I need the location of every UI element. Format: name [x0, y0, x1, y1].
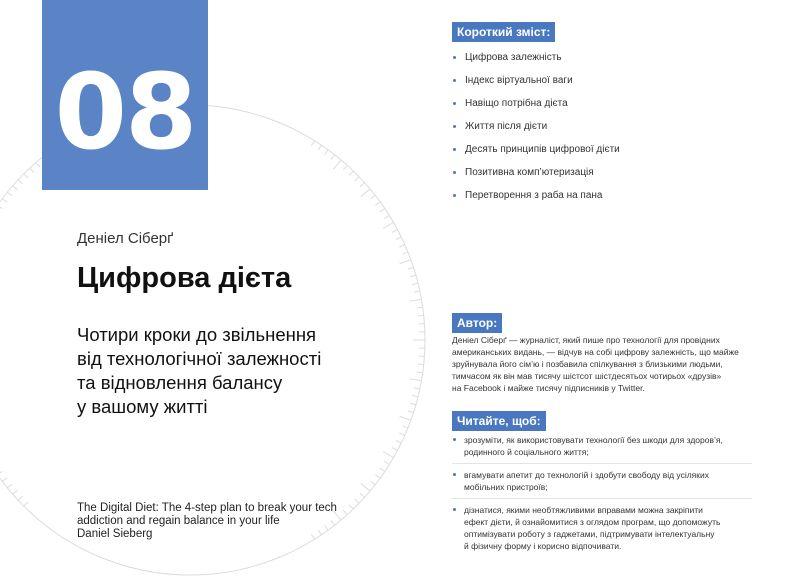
dial-tick	[361, 189, 370, 197]
read-to-heading: Читайте, щоб:	[452, 411, 546, 431]
read-to-item-line: ефект дієти, й ознайомитися з оглядом програм, що допоможуть	[464, 517, 721, 527]
dial-tick	[36, 163, 40, 168]
dial-tick	[400, 416, 411, 420]
author-bio-line: американських видань, — відчув на собі цифрову залежність, що майже	[452, 347, 739, 357]
read-to-item-line: вгамувати апетит до технологій і здобути свободу від усіляких	[464, 470, 709, 480]
dial-tick	[412, 395, 418, 396]
original-author: Daniel Sieberg	[77, 528, 153, 540]
read-to-item	[452, 469, 752, 499]
read-to-item	[452, 434, 752, 464]
dial-tick	[333, 160, 341, 169]
original-title	[77, 502, 367, 541]
summary-item: Навіщо потрібна дієта	[452, 92, 620, 115]
subtitle-line: та відновлення балансу	[77, 372, 283, 393]
dial-tick	[311, 141, 314, 146]
dial-tick	[0, 471, 2, 474]
summary-list	[452, 46, 620, 207]
dial-tick	[400, 260, 411, 264]
author-heading: Автор:	[452, 313, 502, 333]
chapter-number-block	[42, 0, 208, 190]
dial-tick	[417, 307, 423, 308]
dial-tick	[360, 493, 364, 497]
dial-tick	[361, 483, 370, 491]
subtitle-line: від технологічної залежності	[77, 348, 322, 369]
dial-tick	[384, 461, 389, 464]
author-bio-line: зруйнувала його сім’ю і позбавила спілкування з близькими людьми,	[452, 359, 723, 369]
dial-tick	[355, 177, 359, 181]
original-title-line: The Digital Diet: The 4-step plan to break your tech	[77, 502, 337, 514]
dial-tick	[325, 150, 329, 155]
dial-tick	[7, 484, 12, 488]
summary-item: Перетворення з раба на пана	[452, 184, 620, 207]
dial-tick	[399, 433, 404, 435]
summary-item: Десять принципів цифрової дієти	[452, 138, 620, 161]
dial-tick	[349, 171, 353, 175]
read-to-item-line: дізнатися, якими необтяжливими вправами можна закріпити	[464, 505, 703, 515]
dial-tick	[375, 202, 380, 206]
dial-tick	[383, 223, 393, 229]
dial-tick	[0, 205, 2, 208]
dial-tick	[402, 252, 408, 254]
dial-tick	[410, 275, 416, 277]
book-subtitle	[77, 323, 347, 419]
dial-tick	[343, 165, 347, 169]
summary-item: Цифрова залежність	[452, 46, 620, 69]
dial-tick	[375, 475, 380, 479]
subtitle-line: у вашому житті	[77, 396, 208, 417]
dial-tick	[396, 237, 401, 240]
summary-item: Індекс віртуальної ваги	[452, 69, 620, 92]
author-bio-line: Деніел Сіберґ — журналіст, який пише про технології для провідних	[452, 335, 720, 345]
dial-tick	[30, 168, 34, 172]
dial-tick	[380, 209, 385, 212]
read-to-item	[452, 504, 752, 557]
author-bio-line: на Facebook і майже тисячу підписників у Twitter.	[452, 383, 645, 393]
read-to-item-line: оптимізувати роботу з гаджетами, підтримувати інтелектуальну	[464, 529, 715, 539]
dial-tick	[410, 299, 422, 301]
dial-tick	[384, 215, 389, 218]
dial-tick	[13, 186, 18, 190]
dial-tick	[383, 452, 393, 458]
dial-tick	[414, 388, 420, 389]
dial-tick	[18, 180, 22, 184]
dial-tick	[396, 440, 401, 443]
book-author: Деніел Сіберґ	[77, 230, 174, 247]
dial-tick	[392, 230, 397, 233]
dial-tick	[408, 411, 414, 413]
dial-tick	[370, 481, 375, 485]
dial-tick	[408, 267, 414, 269]
original-title-line: addiction and regain balance in your life	[77, 515, 280, 527]
dial-tick	[360, 183, 364, 187]
dial-tick	[18, 496, 22, 500]
dial-tick	[417, 372, 423, 373]
dial-tick	[418, 315, 424, 316]
dial-tick	[399, 244, 404, 246]
read-to-list	[452, 434, 752, 562]
author-bio-line: тимчасом як він мав тисячу шістсот шістдесятьох чотирьох «друзів»	[452, 371, 722, 381]
read-to-item-line: зрозуміти, як використовувати технології без шкоди для здоров’я,	[464, 435, 723, 445]
dial-tick	[370, 195, 375, 199]
subtitle-line: Чотири кроки до звільнення	[77, 324, 317, 345]
dial-tick	[7, 192, 12, 196]
dial-tick	[2, 478, 7, 482]
book-title: Цифрова дієта	[77, 262, 292, 294]
summary-item: Позитивна комп’ютеризація	[452, 161, 620, 184]
dial-tick	[418, 364, 424, 365]
dial-tick	[24, 174, 28, 178]
author-bio	[452, 334, 754, 394]
dial-tick	[13, 490, 18, 494]
dial-tick	[410, 379, 422, 381]
dial-tick	[331, 155, 335, 160]
dial-tick	[412, 283, 418, 284]
read-to-item-line: мобільних пристроїв;	[464, 482, 548, 492]
summary-heading: Короткий зміст:	[452, 22, 555, 42]
dial-tick	[402, 426, 408, 428]
read-to-item-line: родинного й соціального життя;	[464, 447, 589, 457]
dial-tick	[410, 403, 416, 405]
chapter-number: 08	[54, 51, 196, 173]
dial-tick	[414, 291, 420, 292]
dial-tick	[24, 502, 28, 506]
dial-tick	[392, 448, 397, 451]
dial-tick	[318, 145, 321, 150]
read-to-item-line: й фізичну форму і корисно відпочивати.	[464, 541, 622, 551]
dial-tick	[380, 468, 385, 471]
dial-tick	[2, 199, 7, 203]
summary-item: Життя після дієти	[452, 115, 620, 138]
